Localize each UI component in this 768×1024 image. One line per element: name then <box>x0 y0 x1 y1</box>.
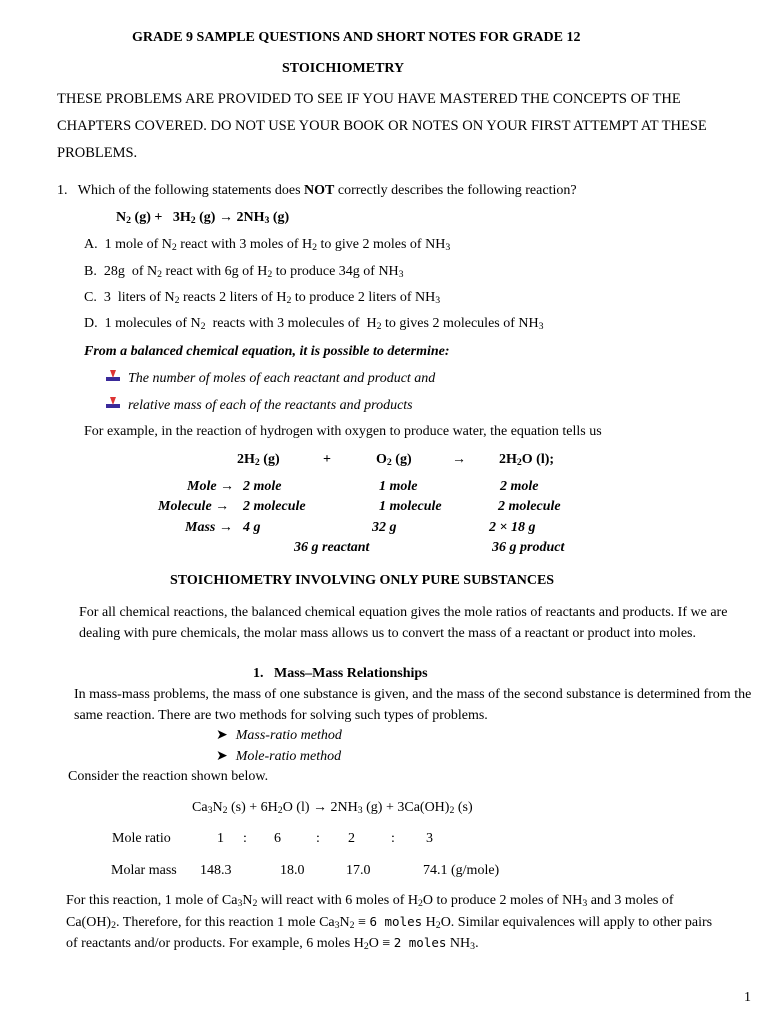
document-title: GRADE 9 SAMPLE QUESTIONS AND SHORT NOTES FOR GRADE 12 <box>132 30 581 45</box>
total-product: 36 g product <box>492 540 565 555</box>
row-mass-reactant2: 32 g <box>372 520 397 535</box>
option-b[interactable]: B. 28g of $N_2$ react with 6g of $H_2$ to produce 34g of $NH_3$ <box>84 264 404 280</box>
question-1-stem: 1. Which of the following statements does NOT correctly describes the following reaction? <box>57 183 577 198</box>
molar-mass-h2o: 18.0 <box>280 863 305 878</box>
method-mass-ratio: ➤ Mass-ratio method <box>216 728 342 743</box>
row-molecule-label: Molecule → <box>158 499 230 514</box>
closing-line-2: $Ca(OH)_2$. Therefore, for this reaction 1 mole $Ca_3N_2 \equiv 6$ moles $H_2O$. Similar equivalences will apply to other pairs <box>66 914 713 931</box>
row-mole-product: 2 mole <box>500 479 539 494</box>
mole-ratio-sep: : <box>391 831 395 846</box>
page-number: 1 <box>744 990 751 1005</box>
mole-ratio-6: 6 <box>274 831 281 846</box>
molar-mass-caoh2: 74.1 (g/mole) <box>423 863 500 878</box>
reaction-equation: $Ca_3N_2$ $(s) + 6H_2O$ $(l) \to 2NH_3$ $(g) + 3Ca(OH)_2$ (s) <box>192 800 473 816</box>
option-d[interactable]: D. 1 molecules of $N_2$ reacts with 3 molecules of $H_2$ to gives 2 molecules of $NH_3$ <box>84 316 544 332</box>
row-mole-reactant1: 2 mole <box>243 479 282 494</box>
row-molecule-reactant1: 2 molecule <box>243 499 306 514</box>
arrow-bullet-icon <box>106 370 122 384</box>
arrowhead-bullet-icon: ➤ <box>216 728 228 743</box>
intro-paragraph: THESE PROBLEMS ARE PROVIDED TO SEE IF YOU HAVE MASTERED THE CONCEPTS OF THE CHAPTERS COVERED. DO NOT USE YOUR BOOK OR NOTES ON YOUR FIRST ATTEMPT AT THESE PROBLEMS. <box>57 91 707 161</box>
method-mole-ratio: ➤ Mole-ratio method <box>216 749 342 764</box>
eq-plus: + <box>323 452 331 467</box>
eq-arrow: → <box>452 452 466 467</box>
mass-mass-paragraph: In mass-mass problems, the mass of one substance is given, and the mass of the second substance is determined from the same reaction. There are two methods for solving such types of problems. <box>74 687 752 723</box>
mole-ratio-2: 2 <box>348 831 355 846</box>
molar-mass-label: Molar mass <box>111 863 177 878</box>
question-1-equation: $N_2$ $(g) + 3H_2$ $(g) \to 2NH_3$ (g) <box>116 210 290 226</box>
closing-line-3: of reactants and/or products. For example, 6 moles $H_2O \equiv 2$ moles $NH_3$. <box>66 935 479 952</box>
question-number: 1. <box>57 183 68 198</box>
row-molecule-reactant2: 1 molecule <box>379 499 442 514</box>
molar-mass-nh3: 17.0 <box>346 863 371 878</box>
option-c[interactable]: C. 3 liters of $N_2$ reacts 2 liters of $H_2$ to produce 2 liters of $NH_3$ <box>84 290 441 306</box>
eq-h2: $2H_2$ (g) <box>237 452 280 468</box>
arrow-bullet-icon <box>106 397 122 411</box>
row-mole-label: Mole → <box>187 479 235 494</box>
mole-ratio-sep: : <box>316 831 320 846</box>
closing-line-1: For this reaction, 1 mole of $Ca_3N_2$ will react with 6 moles of $H_2O$ to produce 2 moles of $NH_3$ and 3 moles of <box>66 893 674 909</box>
document-subtitle: STOICHIOMETRY <box>282 61 405 76</box>
section-heading: STOICHIOMETRY INVOLVING ONLY PURE SUBSTANCES <box>170 573 555 588</box>
consider-sentence: Consider the reaction shown below. <box>68 769 269 784</box>
mole-ratio-3: 3 <box>426 831 433 846</box>
pure-substances-paragraph: For all chemical reactions, the balanced chemical equation gives the mole ratios of reactants and products. If we are dealing with pure chemicals, the molar mass allows us to convert the mass of a reactant or product into moles. <box>79 605 728 641</box>
bullet-item-mass: relative mass of each of the reactants and products <box>106 397 413 414</box>
molar-mass-ca3n2: 148.3 <box>200 863 232 878</box>
eq-o2: $O_2$ (g) <box>376 452 412 468</box>
eq-h2o: $2H_2O$ (l); <box>499 452 555 468</box>
example-sentence: For example, in the reaction of hydrogen with oxygen to produce water, the equation tells us <box>84 424 602 439</box>
row-mass-label: Mass → <box>185 520 233 535</box>
balanced-equation-heading: From a balanced chemical equation, it is possible to determine: <box>84 344 450 359</box>
row-mole-reactant2: 1 mole <box>379 479 418 494</box>
arrowhead-bullet-icon: ➤ <box>216 749 228 764</box>
row-mass-product: 2 × 18 g <box>489 520 536 535</box>
bullet-item-moles: The number of moles of each reactant and product and <box>106 370 435 387</box>
row-mass-reactant1: 4 g <box>243 520 261 535</box>
mole-ratio-sep: : <box>243 831 247 846</box>
row-molecule-product: 2 molecule <box>498 499 561 514</box>
option-a[interactable]: A. 1 mole of $N_2$ react with 3 moles of $H_2$ to give 2 moles of $NH_3$ <box>84 237 451 253</box>
total-reactant: 36 g reactant <box>294 540 370 555</box>
mole-ratio-label: Mole ratio <box>112 831 171 846</box>
not-emphasis: NOT <box>304 183 335 198</box>
mole-ratio-1: 1 <box>217 831 224 846</box>
mass-mass-heading: 1. Mass–Mass Relationships <box>253 666 428 681</box>
